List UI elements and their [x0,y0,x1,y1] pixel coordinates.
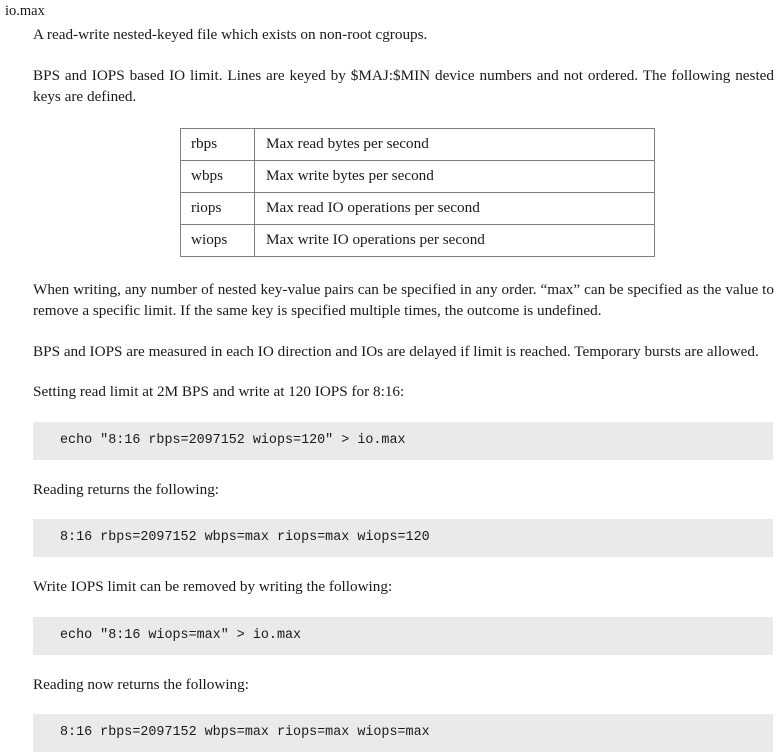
table-cell-value: Max write IO operations per second [255,224,655,256]
code-block-read-output-wiops-120: 8:16 rbps=2097152 wbps=max riops=max wiops=120 [33,519,773,557]
spacer [33,108,774,128]
spacer [33,362,774,381]
paragraph-setting-read-limit: Setting read limit at 2M BPS and write at 120 IOPS for 8:16: [33,383,405,400]
table-row [181,128,655,160]
code-block-wrapper [33,422,773,460]
spacer [33,46,774,65]
paragraph-remove-write-iops-limit: Write IOPS limit can be removed by writing the following: [33,578,393,595]
table-row [181,160,655,192]
table-row [181,224,655,256]
code-block-wrapper [33,617,773,655]
table-cell-key: wbps [181,160,255,192]
table-cell-value: Max write bytes per second [255,160,655,192]
spacer [33,655,774,674]
definition-body [33,24,774,752]
code-block-read-output-wiops-max: 8:16 rbps=2097152 wbps=max riops=max wiops=max [33,714,773,752]
table-cell-key: riops [181,192,255,224]
spacer [33,598,774,617]
table-cell-value: Max read bytes per second [255,128,655,160]
table-cell-key: rbps [181,128,255,160]
spacer [33,322,774,341]
paragraph-writing-semantics: When writing, any number of nested key-value pairs can be specified in any order. “max” can be specified as the value to remove a specific limit. If the same key is specified multiple times, the outcome is undefined. [33,280,774,319]
definition-term-io-max: io.max [5,3,45,19]
spacer [33,557,774,576]
paragraph-description: A read-write nested-keyed file which exists on non-root cgroups. [33,26,428,43]
table-row [181,192,655,224]
code-block-echo-wiops-max: echo "8:16 wiops=max" > io.max [33,617,773,655]
spacer [33,460,774,479]
paragraph-bps-iops-intro: BPS and IOPS based IO limit. Lines are keyed by $MAJ:$MIN device numbers and not ordered. The following nested keys are defined. [33,66,774,105]
table-cell-value: Max read IO operations per second [255,192,655,224]
code-block-wrapper [33,714,773,752]
table-cell-key: wiops [181,224,255,256]
nested-keys-table [180,128,655,257]
spacer [33,257,774,279]
paragraph-measurement-bursts: BPS and IOPS are measured in each IO direction and IOs are delayed if limit is reached. Temporary bursts are allowed. [33,342,759,360]
paragraph-reading-now-returns: Reading now returns the following: [33,675,249,693]
spacer [33,500,774,519]
spacer [33,695,774,714]
nested-keys-table-wrapper [33,128,774,257]
spacer [33,403,774,422]
code-block-wrapper [33,519,773,557]
code-block-echo-set-limits: echo "8:16 rbps=2097152 wiops=120" > io.max [33,422,773,460]
paragraph-reading-returns: Reading returns the following: [33,480,220,498]
